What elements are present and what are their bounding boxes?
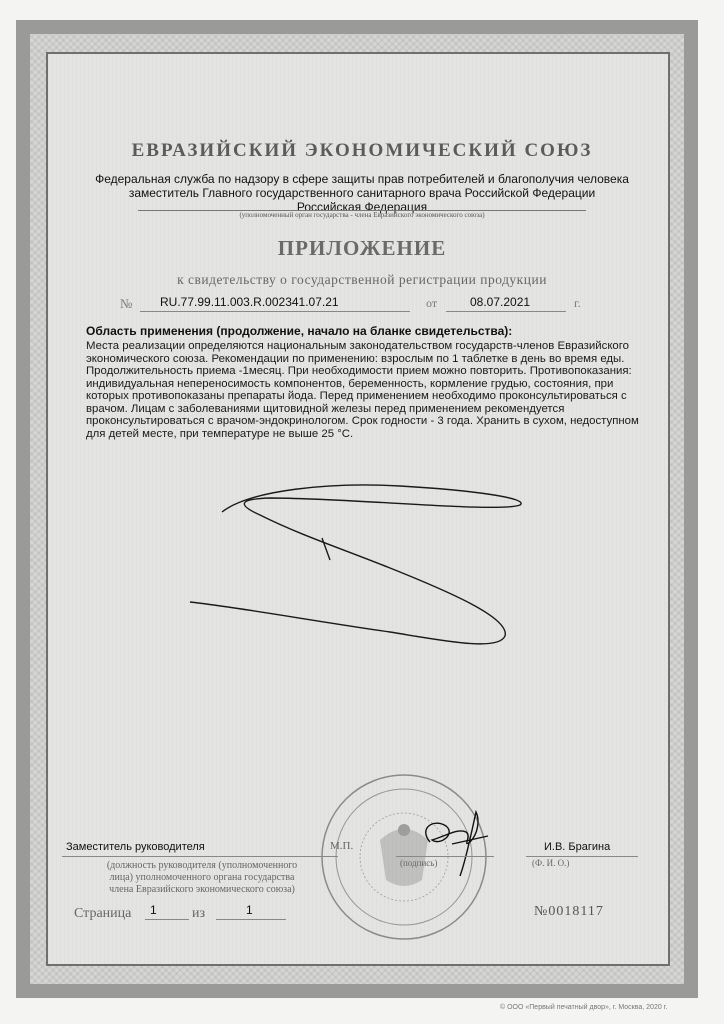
- position-caption: [72, 860, 332, 896]
- registration-number: RU.77.99.11.003.R.002341.07.21: [160, 295, 339, 309]
- name-underline: [526, 856, 638, 857]
- page-current-underline: [145, 919, 189, 920]
- application-area-heading: Область применения (продолжение, начало на бланке свидетельства):: [86, 324, 513, 338]
- position-underline: [62, 856, 338, 857]
- page-total: 1: [246, 903, 253, 917]
- year-suffix: г.: [574, 296, 581, 310]
- official-seal: [322, 775, 486, 939]
- registration-date: 08.07.2021: [470, 295, 531, 309]
- union-title: ЕВРАЗИЙСКИЙ ЭКОНОМИЧЕСКИЙ СОЮЗ: [131, 140, 593, 161]
- page-of-label: из: [192, 906, 206, 921]
- page-label: Страница: [74, 906, 132, 921]
- stamp-label: М.П.: [330, 840, 354, 852]
- position-caption-1: (должность руководителя (уполномоченного: [106, 860, 298, 871]
- authority-line-2: заместитель Главного государственного санитарного врача Российской Федерации: [128, 186, 596, 200]
- date-label: от: [426, 296, 438, 310]
- application-area-text: Места реализации определяются национальным законодательством государств-членов Евразийского экономического союза. Рекомендации по применению: взрослым по 1 таблетке в день во время еды. Продолжительность приема -1месяц. При необходимости прием можно повторить. Противопоказания: индивидуальная непереносимость компонентов, беременность, кормление грудью, состояния, при которых противопоказаны препараты йода. Перед применением необходимо проконсультироваться с врачом. Лицам с заболеваниями щитовидной железы перед применением рекомендуется проконсультироваться с врачом-эндокринологом. Срок годности - 3 года. Хранить в сухом, недоступном для детей месте, при температуре не выше 25 °С.: [86, 340, 639, 440]
- authority-caption: (уполномоченный орган государства - члена Евразийского экономического союза): [239, 211, 485, 219]
- page-current: 1: [150, 903, 157, 917]
- position-caption-3: члена Евразийского экономического союза): [109, 884, 295, 895]
- document-title: ПРИЛОЖЕНИЕ: [277, 236, 447, 260]
- position-caption-2: лица) уполномоченного органа государства: [109, 872, 295, 883]
- number-label: №: [120, 296, 133, 311]
- signatory-position: Заместитель руководителя: [66, 841, 205, 853]
- document-subtitle: к свидетельству о государственной регистрации продукции: [177, 272, 547, 287]
- cancellation-scribble: [190, 485, 521, 644]
- signature-underline: [396, 856, 494, 857]
- form-serial-number: №0018117: [534, 904, 604, 919]
- authority-line-1: Федеральная служба по надзору в сфере защиты прав потребителей и благополучия человека: [95, 172, 629, 186]
- page-total-underline: [216, 919, 286, 920]
- signature-caption: (подпись): [400, 858, 438, 868]
- name-caption: (Ф. И. О.): [532, 858, 570, 868]
- authority-line-3: Российская Федерация: [296, 200, 428, 214]
- signatory-name: И.В. Брагина: [544, 841, 611, 853]
- cancellation-scribble-tick: [322, 538, 330, 560]
- printer-copyright: © ООО «Первый печатный двор», г. Москва, 2020 г.: [500, 1004, 668, 1011]
